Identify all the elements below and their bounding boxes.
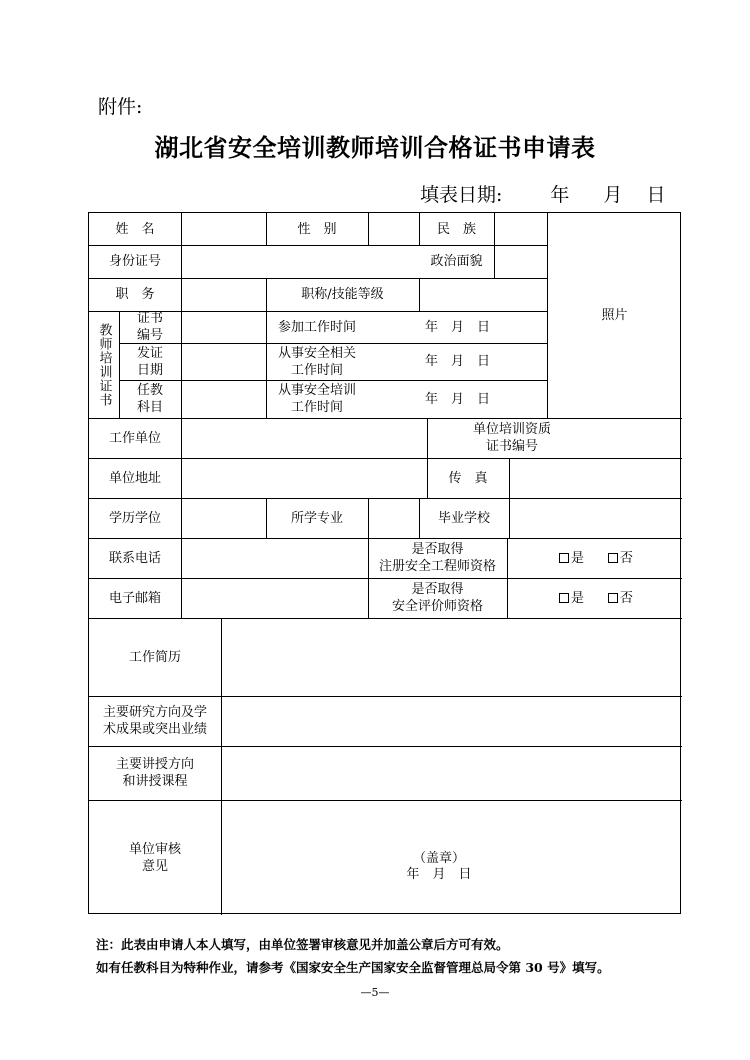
safety-engineer-no[interactable] bbox=[608, 550, 633, 567]
fill-date bbox=[420, 180, 665, 207]
note-line-2: 如有任教科目为特种作业，请参考《国家安全生产国家安全监督管理总局令第 30 号》填写。 bbox=[96, 960, 610, 975]
note-line-1: 注：此表由申请人本人填写，由单位签署审核意见并加盖公章后方可有效。 bbox=[96, 937, 509, 952]
resume-label: 工作简历 bbox=[128, 649, 181, 665]
school-label: 毕业学校 bbox=[437, 510, 490, 526]
safety-engineer-yes[interactable] bbox=[559, 550, 584, 567]
subjects-label: 任教 科目 bbox=[136, 383, 163, 415]
id-number-label: 身份证号 bbox=[108, 254, 161, 269]
teacher-cert-label bbox=[89, 311, 119, 418]
page-number: —5— bbox=[360, 986, 390, 999]
seal-date: 年 月 日 bbox=[406, 866, 472, 882]
phone-label: 联系电话 bbox=[108, 550, 161, 566]
safety-evaluator-no[interactable] bbox=[608, 590, 633, 607]
safety-engineer-options bbox=[507, 538, 682, 578]
fax-label: 传 真 bbox=[448, 470, 488, 486]
ethnicity-label: 民 族 bbox=[436, 221, 476, 237]
checkbox-icon bbox=[608, 553, 618, 563]
gender-label: 性 别 bbox=[297, 221, 337, 237]
safety-engineer-label: 是否取得 注册安全工程师资格 bbox=[378, 542, 496, 574]
safety-work-time-label: 从事安全相关 工作时间 bbox=[277, 345, 356, 378]
fill-date-month: 月 bbox=[603, 184, 623, 206]
yes-text: 是 bbox=[571, 590, 585, 606]
name-label: 姓 名 bbox=[115, 221, 155, 237]
unit-review-label: 单位审核 意见 bbox=[128, 841, 181, 874]
fill-date-year: 年 bbox=[550, 184, 570, 206]
position-label: 职 务 bbox=[115, 287, 155, 302]
unit-address-label: 单位地址 bbox=[108, 470, 161, 486]
education-label: 学历学位 bbox=[108, 510, 161, 526]
unit-cert-label: 单位培训资质 证书编号 bbox=[472, 422, 551, 454]
yes-text: 是 bbox=[571, 550, 585, 566]
issue-date-label: 发证 日期 bbox=[136, 345, 163, 378]
title-skill-label: 职称/技能等级 bbox=[301, 287, 384, 302]
cert-number-label: 证书 编号 bbox=[136, 311, 163, 343]
teacher-cert-text: 教师培训证书 bbox=[96, 322, 112, 407]
research-label: 主要研究方向及学 术成果或突出业绩 bbox=[102, 705, 207, 737]
email-label: 电子邮箱 bbox=[108, 590, 161, 606]
application-form-table bbox=[88, 212, 681, 914]
checkbox-icon bbox=[608, 593, 618, 603]
safety-evaluator-label: 是否取得 安全评价师资格 bbox=[391, 582, 483, 614]
work-unit-label: 工作单位 bbox=[108, 430, 161, 446]
join-work-time-label: 参加工作时间 bbox=[277, 319, 356, 335]
no-text: 否 bbox=[620, 550, 634, 566]
safety-training-time-label: 从事安全培训 工作时间 bbox=[277, 383, 356, 415]
major-label: 所学专业 bbox=[290, 510, 343, 526]
no-text: 否 bbox=[620, 590, 634, 606]
safety-training-time-date: 年 月 日 bbox=[424, 391, 490, 407]
teaching-label: 主要讲授方向 和讲授课程 bbox=[115, 757, 194, 789]
join-work-time-date: 年 月 日 bbox=[424, 319, 490, 335]
checkbox-icon bbox=[559, 553, 569, 563]
political-status-label: 政治面貌 bbox=[430, 254, 483, 269]
safety-evaluator-yes[interactable] bbox=[559, 590, 584, 607]
checkbox-icon bbox=[559, 593, 569, 603]
fill-date-label: 填表日期: bbox=[420, 184, 503, 206]
attachment-label: 附件: bbox=[98, 96, 143, 118]
safety-work-time-date: 年 月 日 bbox=[424, 354, 490, 369]
page-title: 湖北省安全培训教师培训合格证书申请表 bbox=[154, 133, 596, 162]
fill-date-day: 日 bbox=[646, 184, 666, 206]
seal-text: （盖章） bbox=[412, 850, 465, 866]
safety-evaluator-options bbox=[507, 578, 682, 618]
photo-label: 照片 bbox=[601, 308, 628, 323]
